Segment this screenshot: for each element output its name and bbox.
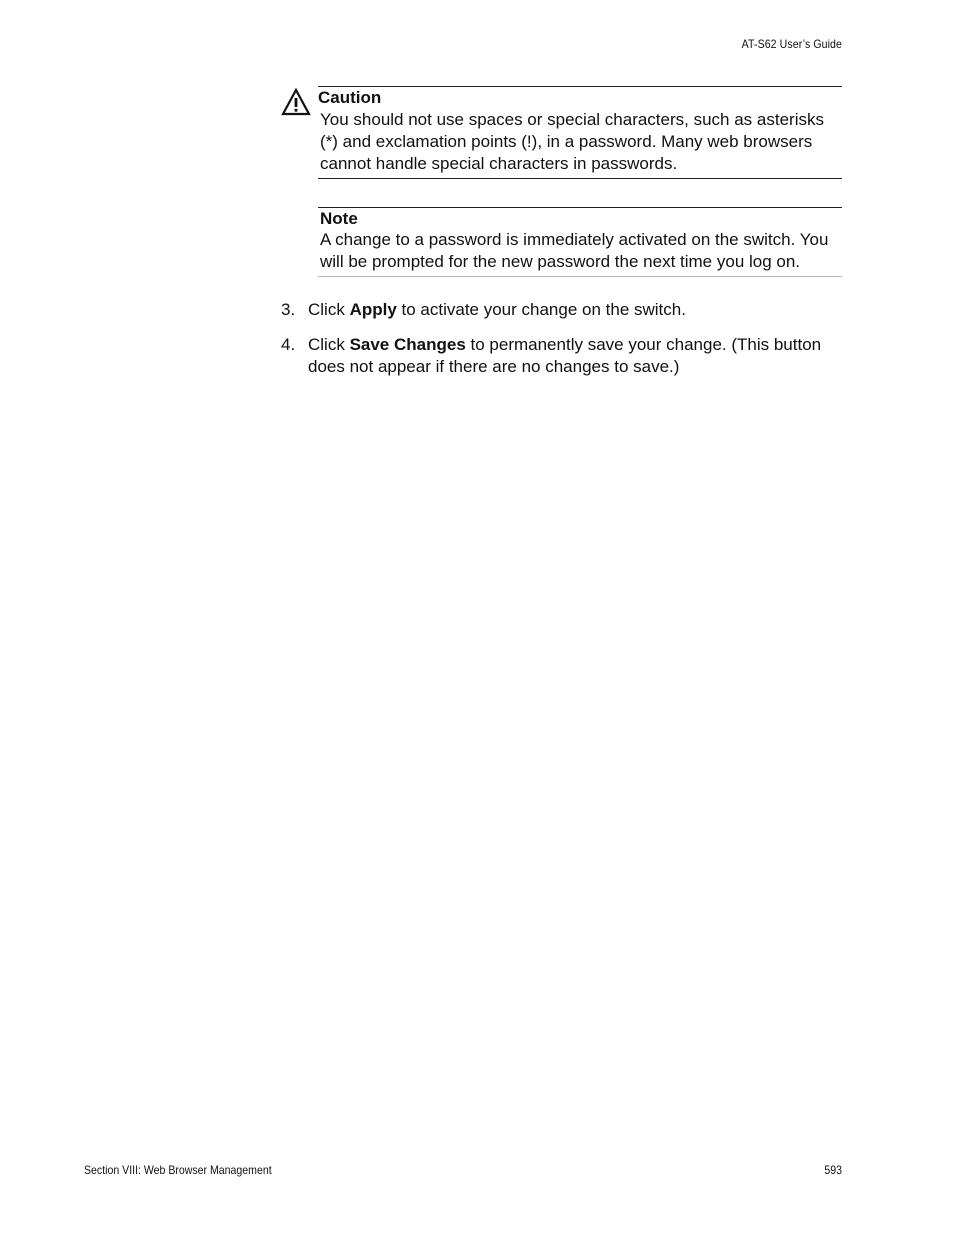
footer-section-title: Section VIII: Web Browser Management bbox=[84, 1163, 272, 1177]
step-item bbox=[281, 334, 841, 378]
note-heading: Note bbox=[320, 209, 358, 228]
step-text-suffix: to activate your change on the switch. bbox=[396, 300, 686, 319]
procedure-steps bbox=[281, 299, 841, 391]
step-text-suffix: to permanently save your change. (This button does not appear if there are no changes to save.) bbox=[308, 335, 822, 376]
step-ui-term: Save Changes bbox=[349, 335, 466, 354]
caution-body: You should not use spaces or special characters, such as asterisks (*) and exclamation points (!), in a password. Many web browsers cannot handle special characters in passwords. bbox=[320, 110, 824, 173]
step-ui-term: Apply bbox=[349, 300, 397, 319]
step-text-prefix: Click bbox=[308, 300, 350, 319]
note-box bbox=[318, 207, 842, 277]
step-number: 4. bbox=[281, 335, 296, 354]
footer-page-number: 593 bbox=[824, 1163, 842, 1177]
note-body: A change to a password is immediately activated on the switch. You will be prompted for the new password the next time you log on. bbox=[320, 230, 829, 271]
running-header-title: AT-S62 User’s Guide bbox=[741, 37, 842, 51]
step-text-prefix: Click bbox=[308, 335, 350, 354]
step-item bbox=[281, 299, 841, 321]
caution-heading: Caution bbox=[318, 88, 382, 107]
step-number: 3. bbox=[281, 300, 296, 319]
caution-box bbox=[318, 86, 842, 179]
warning-triangle-icon bbox=[281, 88, 311, 116]
